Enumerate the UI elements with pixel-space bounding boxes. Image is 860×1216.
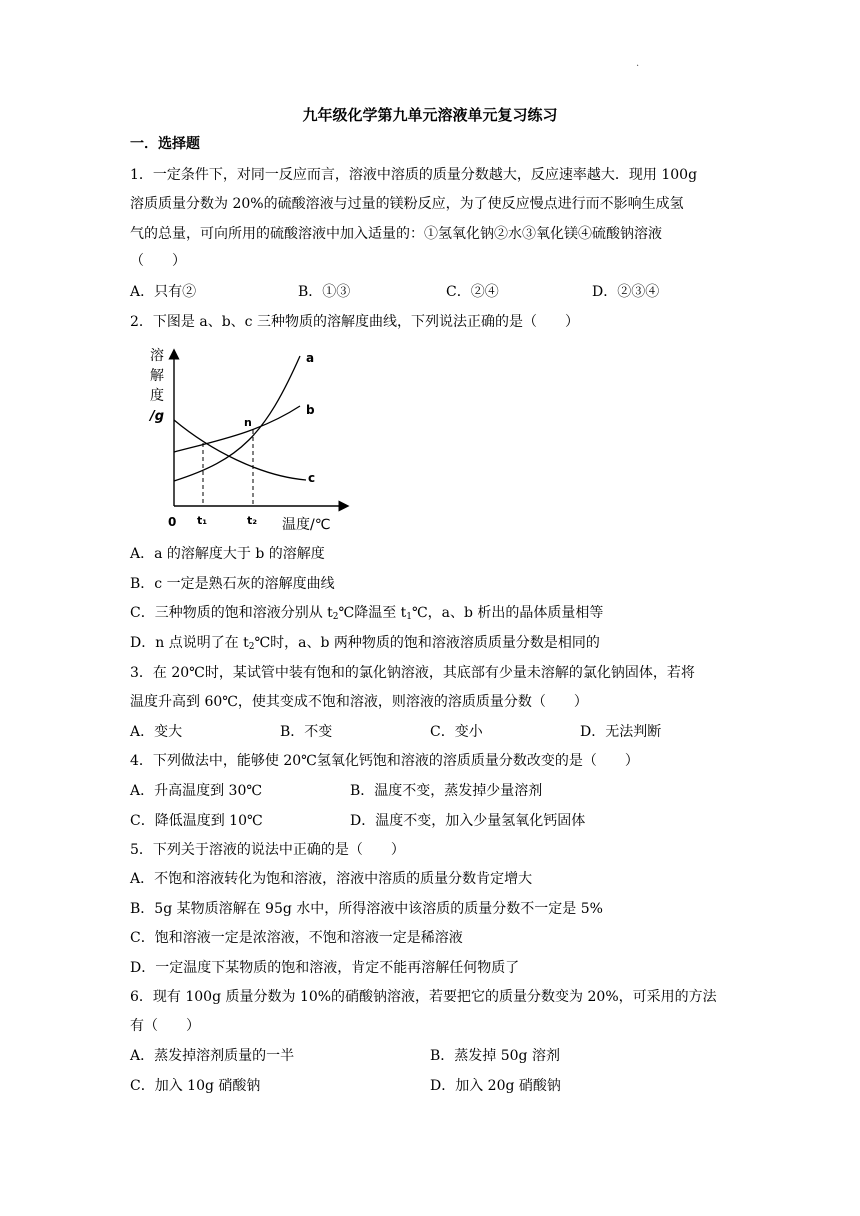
origin-label: 0 xyxy=(168,515,177,529)
curve-c xyxy=(174,420,306,480)
q6-option-c: C．加入 10g 硝酸钠 xyxy=(130,1078,261,1094)
q5-option-a: A．不饱和溶液转化为饱和溶液，溶液中溶质的质量分数肯定增大 xyxy=(130,871,533,887)
q2-option-d: D．n 点说明了在 $t_2℃$时，a、b 两种物质的饱和溶液溶质质量分数是相同的 xyxy=(130,635,600,652)
q3-option-a: A．变大 xyxy=(130,724,183,740)
y-label-char-2: 解 xyxy=(150,368,164,384)
q2-option-a: A．a 的溶解度大于 b 的溶解度 xyxy=(130,546,325,562)
q2-stem: 2．下图是 a、b、c 三种物质的溶解度曲线，下列说法正确的是（ ） xyxy=(130,314,579,330)
q6-option-a: A．蒸发掉溶剂质量的一半 xyxy=(130,1048,295,1064)
y-label-char-1: 溶 xyxy=(150,348,164,364)
q1-option-a: A．只有② xyxy=(130,284,197,300)
q4-option-b: B．温度不变，蒸发掉少量溶剂 xyxy=(350,783,543,799)
series-label-a: a xyxy=(306,351,315,365)
q3-line1: 3．在 20℃时，某试管中装有饱和的氯化钠溶液，其底部有少量未溶解的氯化钠固体，若将 xyxy=(130,665,695,681)
tick-t2: t₂ xyxy=(247,514,258,527)
q5-option-d: D．一定温度下某物质的饱和溶液，肯定不能再溶解任何物质了 xyxy=(130,960,520,976)
intersection-label-n: n xyxy=(244,416,252,429)
q6-line1: 6．现有 100g 质量分数为 10%的硝酸钠溶液，若要把它的质量分数变为 20%，可采用的方法 xyxy=(130,989,717,1005)
q4-option-d: D．温度不变，加入少量氢氧化钙固体 xyxy=(350,813,586,829)
q6-option-b: B．蒸发掉 50g 溶剂 xyxy=(430,1048,560,1064)
q5-option-b: B．5g 某物质溶解在 95g 水中，所得溶液中该溶质的质量分数不一定是 5% xyxy=(130,901,603,917)
q3-option-d: D．无法判断 xyxy=(580,724,662,740)
q3-option-b: B．不变 xyxy=(280,724,333,740)
q4-option-c: C．降低温度到 10℃ xyxy=(130,813,263,829)
curve-a xyxy=(174,356,300,481)
q1-option-c: C．②④ xyxy=(446,284,499,300)
section-heading: 一．选择题 xyxy=(130,136,200,152)
q1-line4: （ ） xyxy=(130,253,186,269)
q5-option-c: C．饱和溶液一定是浓溶液，不饱和溶液一定是稀溶液 xyxy=(130,930,463,946)
tick-t1: t₁ xyxy=(197,514,208,527)
q6-option-d: D．加入 20g 硝酸钠 xyxy=(430,1078,561,1094)
q1-line2: 溶质质量分数为 20%的硫酸溶液与过量的镁粉反应，为了使反应慢点进行而不影响生成氢 xyxy=(130,196,684,212)
x-axis-label: 温度/℃ xyxy=(282,517,331,533)
q1-line1: 1．一定条件下，对同一反应而言，溶液中溶质的质量分数越大，反应速率越大．现用 100g xyxy=(130,167,698,183)
series-label-c: c xyxy=(308,471,316,485)
y-label-char-4: /g xyxy=(150,409,165,424)
page-title: 九年级化学第九单元溶液单元复习练习 xyxy=(302,106,558,124)
q4-option-a: A．升高温度到 30℃ xyxy=(130,783,263,799)
q1-option-d: D．②③④ xyxy=(592,284,660,300)
series-label-b: b xyxy=(306,403,315,417)
q1-option-b: B．①③ xyxy=(298,284,351,300)
q2-option-c: C．三种物质的饱和溶液分别从 $t_2℃$降温至 $t_1℃$，a、b 析出的晶体质量相等 xyxy=(130,605,604,622)
q3-line2: 温度升高到 60℃，使其变成不饱和溶液，则溶液的溶质质量分数（ ） xyxy=(130,694,588,710)
q3-option-c: C．变小 xyxy=(430,724,483,740)
q4-stem: 4．下列做法中，能够使 20℃氢氧化钙饱和溶液的溶质质量分数改变的是（ ） xyxy=(130,753,639,769)
q5-stem: 5．下列关于溶液的说法中正确的是（ ） xyxy=(130,842,405,858)
q1-line3: 气的总量，可向所用的硫酸溶液中加入适量的：①氢氧化钠②水③氧化镁④硫酸钠溶液 xyxy=(130,226,662,242)
q6-line2: 有（ ） xyxy=(130,1018,200,1034)
header-dot: . xyxy=(636,58,640,69)
y-label-char-3: 度 xyxy=(150,388,164,404)
curve-b xyxy=(174,406,300,452)
q2-option-b: B．c 一定是熟石灰的溶解度曲线 xyxy=(130,576,335,592)
solubility-chart xyxy=(140,340,350,540)
